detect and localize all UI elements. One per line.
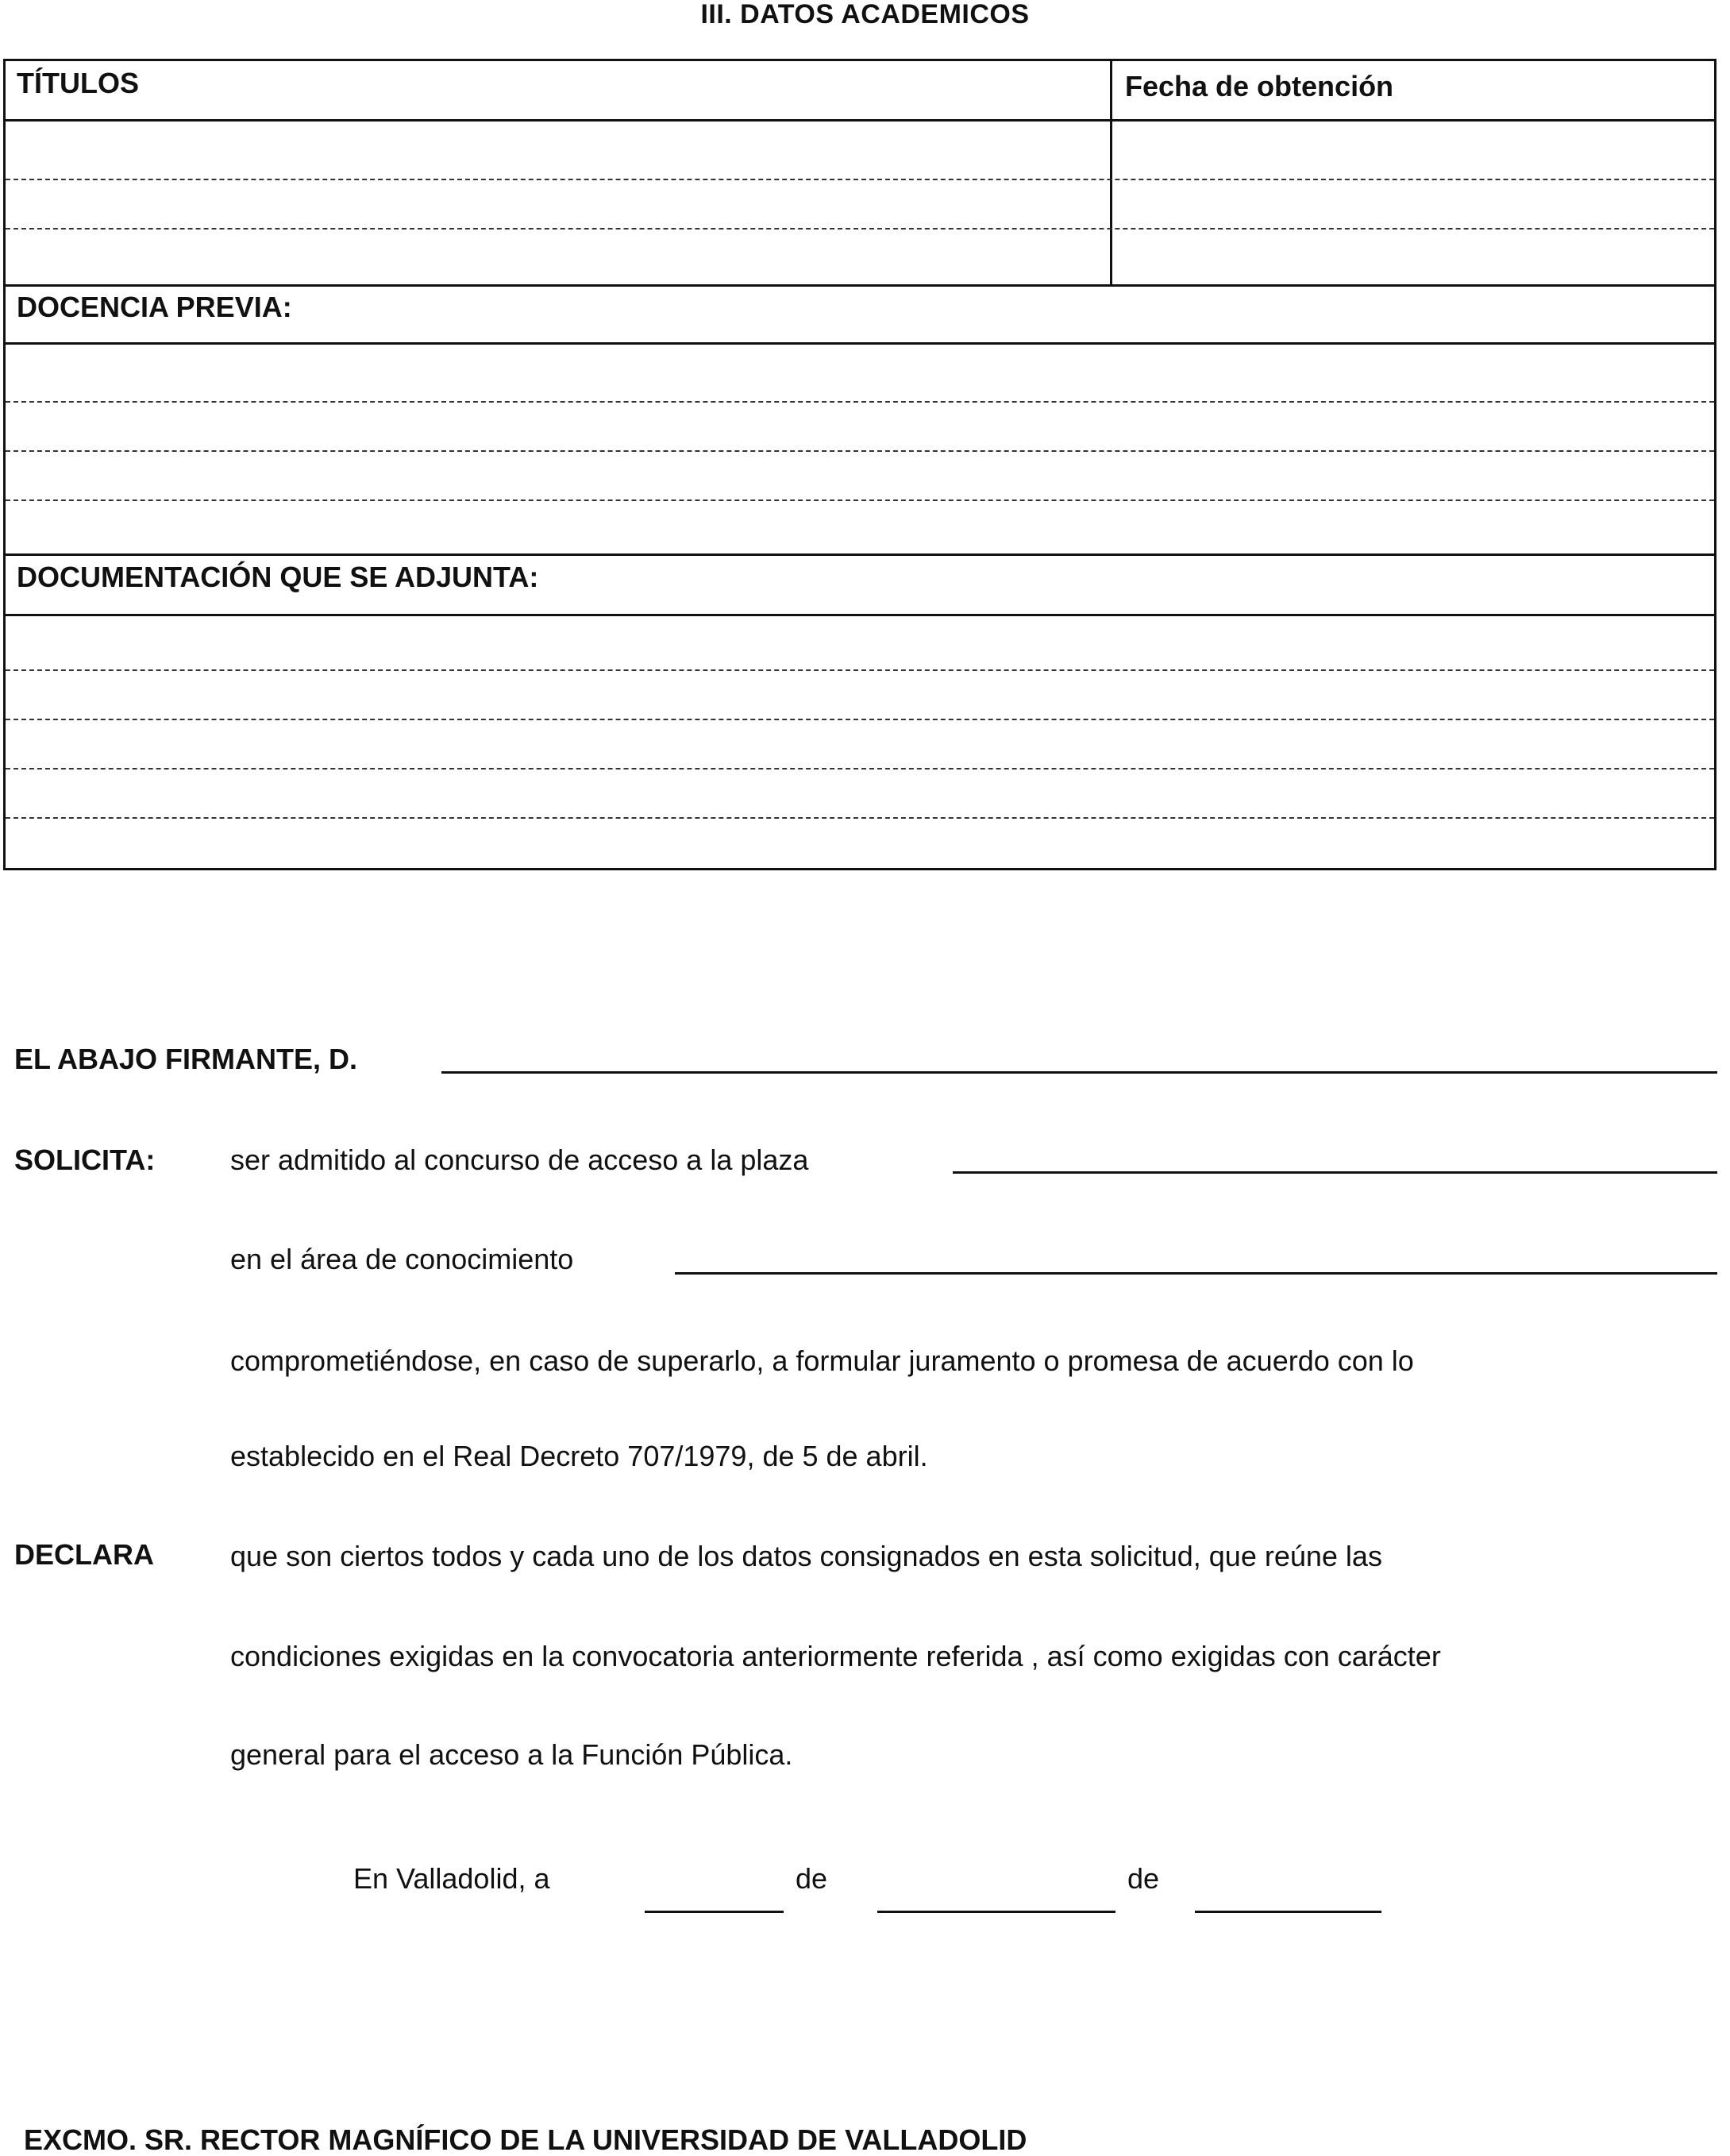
declara-text-1: que son ciertos todos y cada uno de los datos consignados en esta solicitud, que reúne las: [230, 1540, 1382, 1572]
titulo-field-2[interactable]: [6, 180, 1110, 228]
fecha-field-2[interactable]: [1112, 180, 1714, 228]
solicita-text-decreto: establecido en el Real Decreto 707/1979, de 5 de abril.: [230, 1440, 928, 1472]
docencia-field-3[interactable]: [6, 452, 1714, 499]
month-field[interactable]: [877, 1911, 1115, 1913]
day-field[interactable]: [645, 1911, 784, 1913]
academic-data-table: [3, 59, 1717, 870]
docencia-field-2[interactable]: [6, 403, 1714, 450]
docencia-field-1[interactable]: [6, 345, 1714, 401]
firmante-name-field[interactable]: [441, 1071, 1717, 1074]
docencia-field-4[interactable]: [6, 501, 1714, 553]
documentacion-field-4[interactable]: [6, 769, 1714, 817]
addressee: EXCMO. SR. RECTOR MAGNÍFICO DE LA UNIVERSIDAD DE VALLADOLID: [24, 2123, 1027, 2156]
solicita-text-area: en el área de conocimiento: [230, 1243, 574, 1275]
titulos-header: TÍTULOS: [17, 67, 139, 99]
solicita-text-compromiso: comprometiéndose, en caso de superarlo, a formular juramento o promesa de acuerdo con lo: [230, 1344, 1414, 1377]
section-divider: [6, 284, 1714, 287]
section-divider: [6, 553, 1714, 556]
documentacion-field-5[interactable]: [6, 819, 1714, 868]
plaza-field[interactable]: [953, 1171, 1717, 1174]
year-field[interactable]: [1195, 1911, 1381, 1913]
solicita-text-plaza: ser admitido al concurso de acceso a la plaza: [230, 1144, 809, 1176]
declara-text-2: condiciones exigidas en la convocatoria anteriormente referida , así como exigidas con carácter: [230, 1640, 1441, 1672]
documentacion-header: DOCUMENTACIÓN QUE SE ADJUNTA:: [17, 561, 539, 593]
titulo-field-3[interactable]: [6, 229, 1110, 283]
documentacion-field-3[interactable]: [6, 720, 1714, 768]
solicita-label: SOLICITA:: [14, 1144, 156, 1176]
section-title: III. DATOS ACADEMICOS: [700, 0, 1030, 29]
fecha-obtencion-header: Fecha de obtención: [1125, 70, 1394, 102]
docencia-previa-header: DOCENCIA PREVIA:: [17, 291, 292, 323]
documentacion-field-2[interactable]: [6, 671, 1714, 719]
declara-text-3: general para el acceso a la Función Pública.: [230, 1738, 793, 1771]
area-conocimiento-field[interactable]: [675, 1272, 1717, 1275]
date-de-2: de: [1127, 1862, 1160, 1895]
firmante-label: EL ABAJO FIRMANTE, D.: [14, 1043, 358, 1075]
date-de-1: de: [796, 1862, 828, 1895]
declara-label: DECLARA: [14, 1538, 154, 1571]
titulo-field-1[interactable]: [6, 121, 1110, 179]
documentacion-field-1[interactable]: [6, 616, 1714, 669]
fecha-field-1[interactable]: [1112, 121, 1714, 179]
fecha-field-3[interactable]: [1112, 229, 1714, 283]
place-date-label: En Valladolid, a: [353, 1862, 550, 1895]
